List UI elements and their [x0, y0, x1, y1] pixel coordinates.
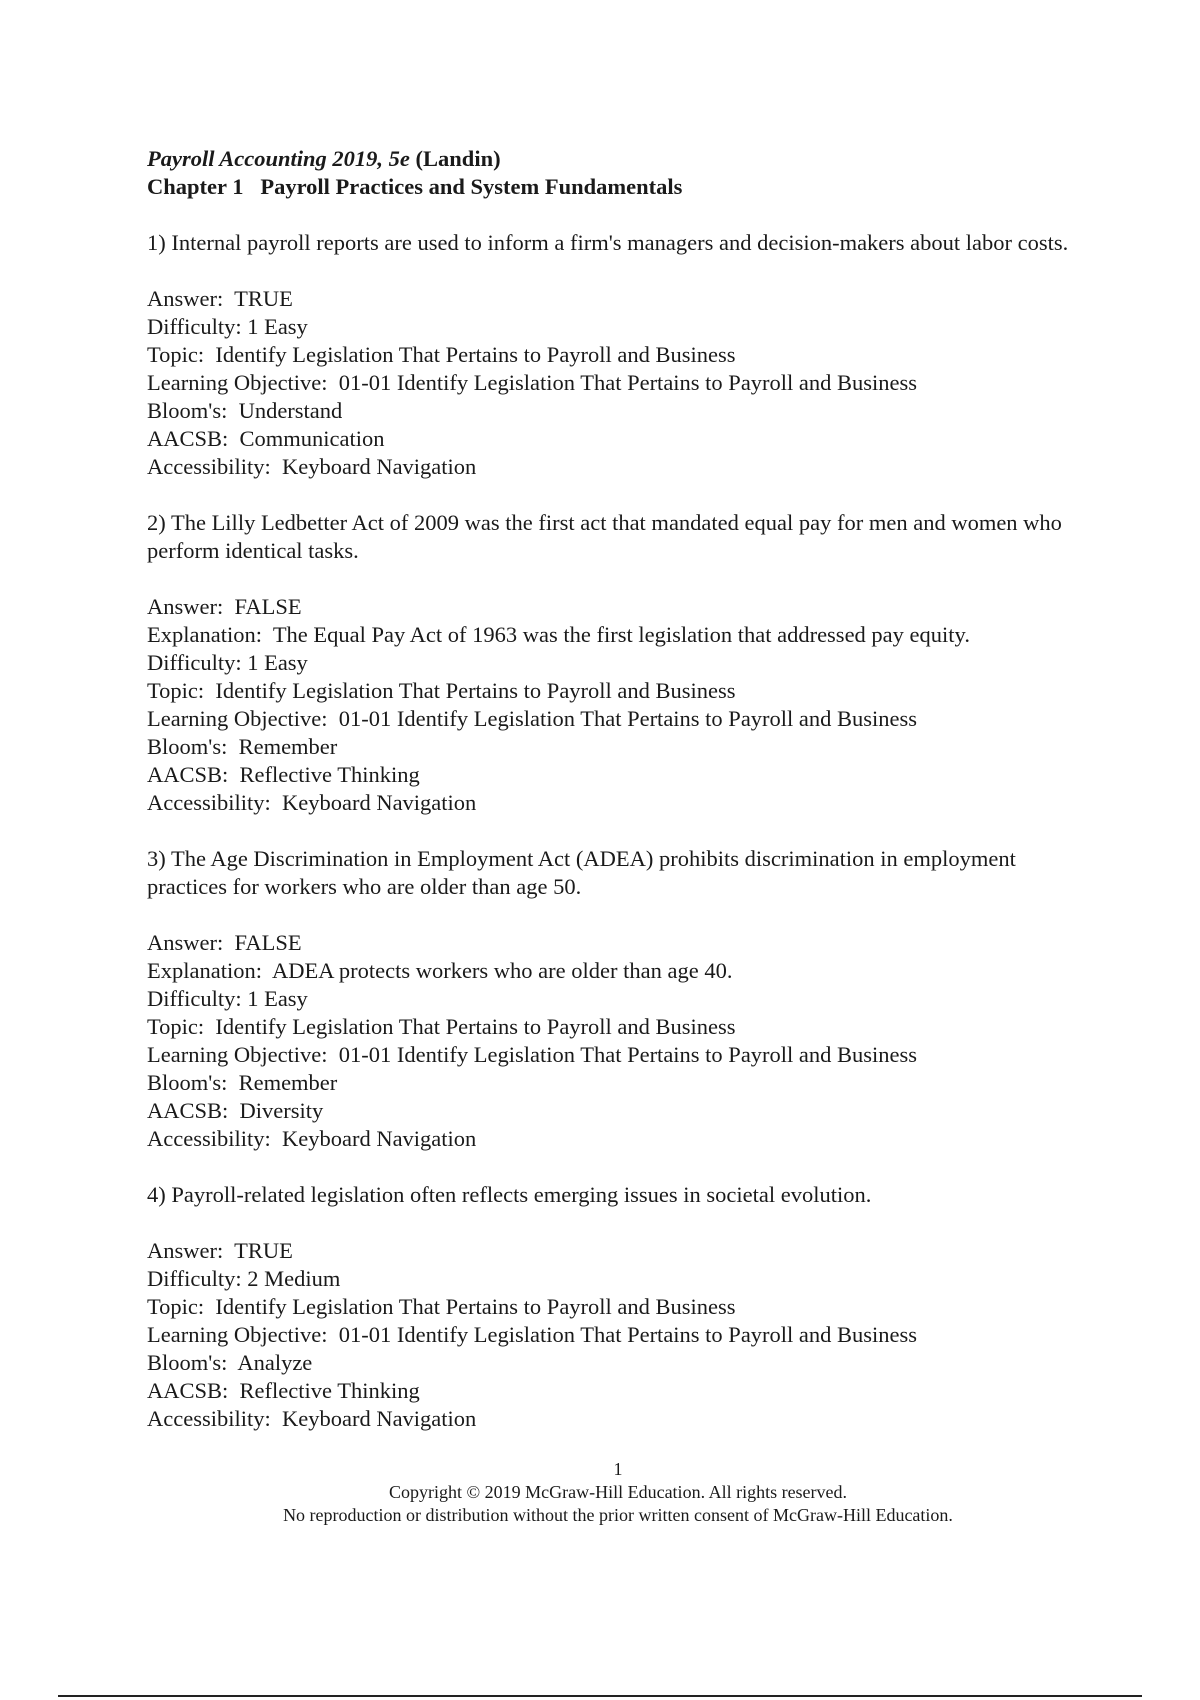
reproduction-notice: No reproduction or distribution without the prior written consent of McGraw-Hill Education. [283, 1505, 953, 1525]
answer-line: Answer: FALSE [147, 594, 302, 619]
page-number: 1 [613, 1459, 623, 1479]
aacsb-line: AACSB: Reflective Thinking [147, 762, 420, 787]
question-4 [147, 1181, 1087, 1433]
question-1 [147, 229, 1087, 481]
question-text: 4) Payroll-related legislation often reflects emerging issues in societal evolution. [147, 1182, 872, 1207]
accessibility-line: Accessibility: Keyboard Navigation [147, 454, 477, 479]
question-3 [147, 845, 1087, 1153]
accessibility-line: Accessibility: Keyboard Navigation [147, 790, 477, 815]
book-author: (Landin) [415, 146, 501, 171]
question-2 [147, 509, 1087, 817]
answer-line: Answer: TRUE [147, 286, 293, 311]
blooms-line: Bloom's: Analyze [147, 1350, 313, 1375]
aacsb-line: AACSB: Communication [147, 426, 385, 451]
blooms-line: Bloom's: Remember [147, 1070, 338, 1095]
learning-objective-line: Learning Objective: 01-01 Identify Legislation That Pertains to Payroll and Business [147, 370, 918, 395]
page-footer [0, 1458, 1200, 1527]
answer-line: Answer: FALSE [147, 930, 302, 955]
blooms-line: Bloom's: Understand [147, 398, 343, 423]
blooms-line: Bloom's: Remember [147, 734, 338, 759]
answer-line: Answer: TRUE [147, 1238, 293, 1263]
accessibility-line: Accessibility: Keyboard Navigation [147, 1126, 477, 1151]
aacsb-line: AACSB: Reflective Thinking [147, 1378, 420, 1403]
topic-line: Topic: Identify Legislation That Pertains to Payroll and Business [147, 678, 736, 703]
question-text: 3) The Age Discrimination in Employment Act (ADEA) prohibits discrimination in employment practices for workers who are older than age 50. [147, 846, 1016, 899]
difficulty-line: Difficulty: 2 Medium [147, 1266, 341, 1291]
topic-line: Topic: Identify Legislation That Pertains to Payroll and Business [147, 1294, 736, 1319]
question-text: 2) The Lilly Ledbetter Act of 2009 was the first act that mandated equal pay for men and women who perform identical tasks. [147, 510, 1062, 563]
accessibility-line: Accessibility: Keyboard Navigation [147, 1406, 477, 1431]
document-page [147, 145, 1087, 1433]
difficulty-line: Difficulty: 1 Easy [147, 314, 308, 339]
topic-line: Topic: Identify Legislation That Pertains to Payroll and Business [147, 1014, 736, 1039]
topic-line: Topic: Identify Legislation That Pertains to Payroll and Business [147, 342, 736, 367]
chapter-title: Chapter 1 Payroll Practices and System Fundamentals [147, 174, 683, 199]
aacsb-line: AACSB: Diversity [147, 1098, 324, 1123]
learning-objective-line: Learning Objective: 01-01 Identify Legislation That Pertains to Payroll and Business [147, 706, 918, 731]
difficulty-line: Difficulty: 1 Easy [147, 650, 308, 675]
difficulty-line: Difficulty: 1 Easy [147, 986, 308, 1011]
question-text: 1) Internal payroll reports are used to inform a firm's managers and decision-makers about labor costs. [147, 230, 1069, 255]
learning-objective-line: Learning Objective: 01-01 Identify Legislation That Pertains to Payroll and Business [147, 1042, 918, 1067]
explanation-line: Explanation: The Equal Pay Act of 1963 was the first legislation that addressed pay equity. [147, 622, 970, 647]
learning-objective-line: Learning Objective: 01-01 Identify Legislation That Pertains to Payroll and Business [147, 1322, 918, 1347]
book-title: Payroll Accounting 2019, 5e [147, 146, 410, 171]
page-divider [58, 1695, 1142, 1697]
book-heading [147, 145, 1087, 173]
copyright-line: Copyright © 2019 McGraw-Hill Education. All rights reserved. [388, 1482, 848, 1502]
explanation-line: Explanation: ADEA protects workers who are older than age 40. [147, 958, 733, 983]
